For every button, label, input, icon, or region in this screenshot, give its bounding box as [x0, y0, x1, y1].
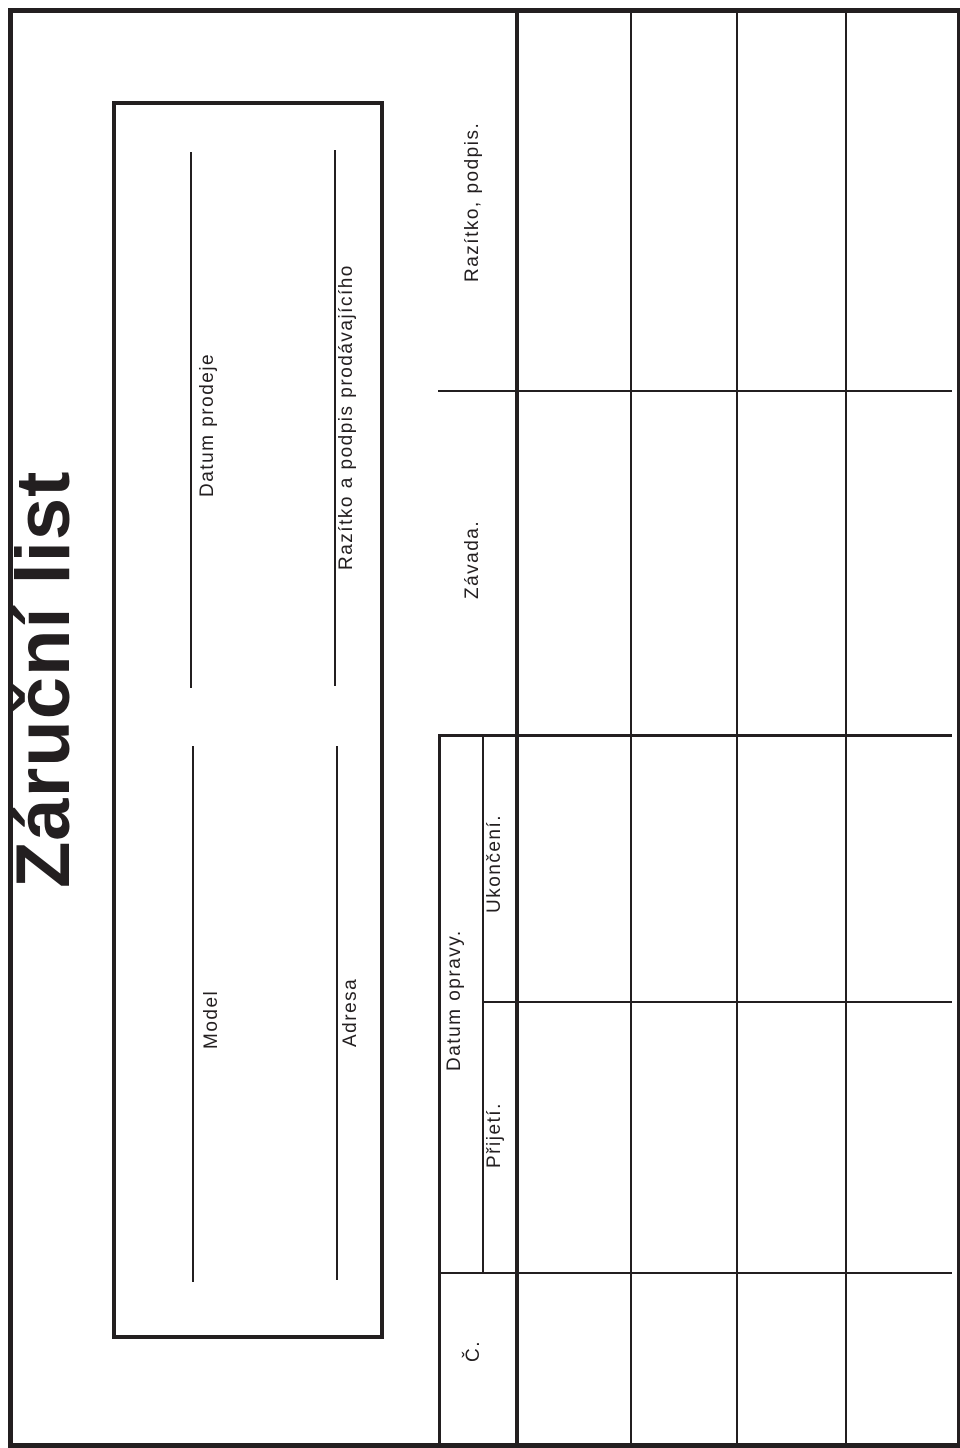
page-title: Záruční list [1, 470, 86, 888]
col-stamp-header: Razítko, podpis. [462, 121, 483, 282]
model-line [192, 746, 194, 1282]
col-divider-number [438, 1272, 952, 1274]
table-top-border [438, 734, 952, 737]
table-row-line-3 [845, 13, 847, 1443]
col-divider-defect-stamp [438, 390, 952, 392]
address-label: Adresa [340, 977, 361, 1047]
address-line [336, 746, 338, 1280]
model-label: Model [201, 989, 222, 1049]
col-received-header: Přijetí. [484, 1102, 505, 1168]
col-defect-header: Závada. [462, 519, 483, 599]
table-row-line-1 [630, 13, 632, 1443]
table-row-line-2 [736, 13, 738, 1443]
stamp-label: Razítko a podpis prodávajícího [336, 264, 357, 570]
col-divider-received-completed [482, 1001, 952, 1003]
col-repair-date-header: Datum opravy. [444, 929, 465, 1071]
col-number-header: Č. [463, 1340, 484, 1362]
table-header-border [515, 13, 519, 1443]
col-completed-header: Ukončení. [484, 813, 505, 913]
sale-date-label: Datum prodeje [197, 352, 218, 497]
sale-date-line [190, 152, 192, 688]
table-left-border [438, 735, 441, 1443]
